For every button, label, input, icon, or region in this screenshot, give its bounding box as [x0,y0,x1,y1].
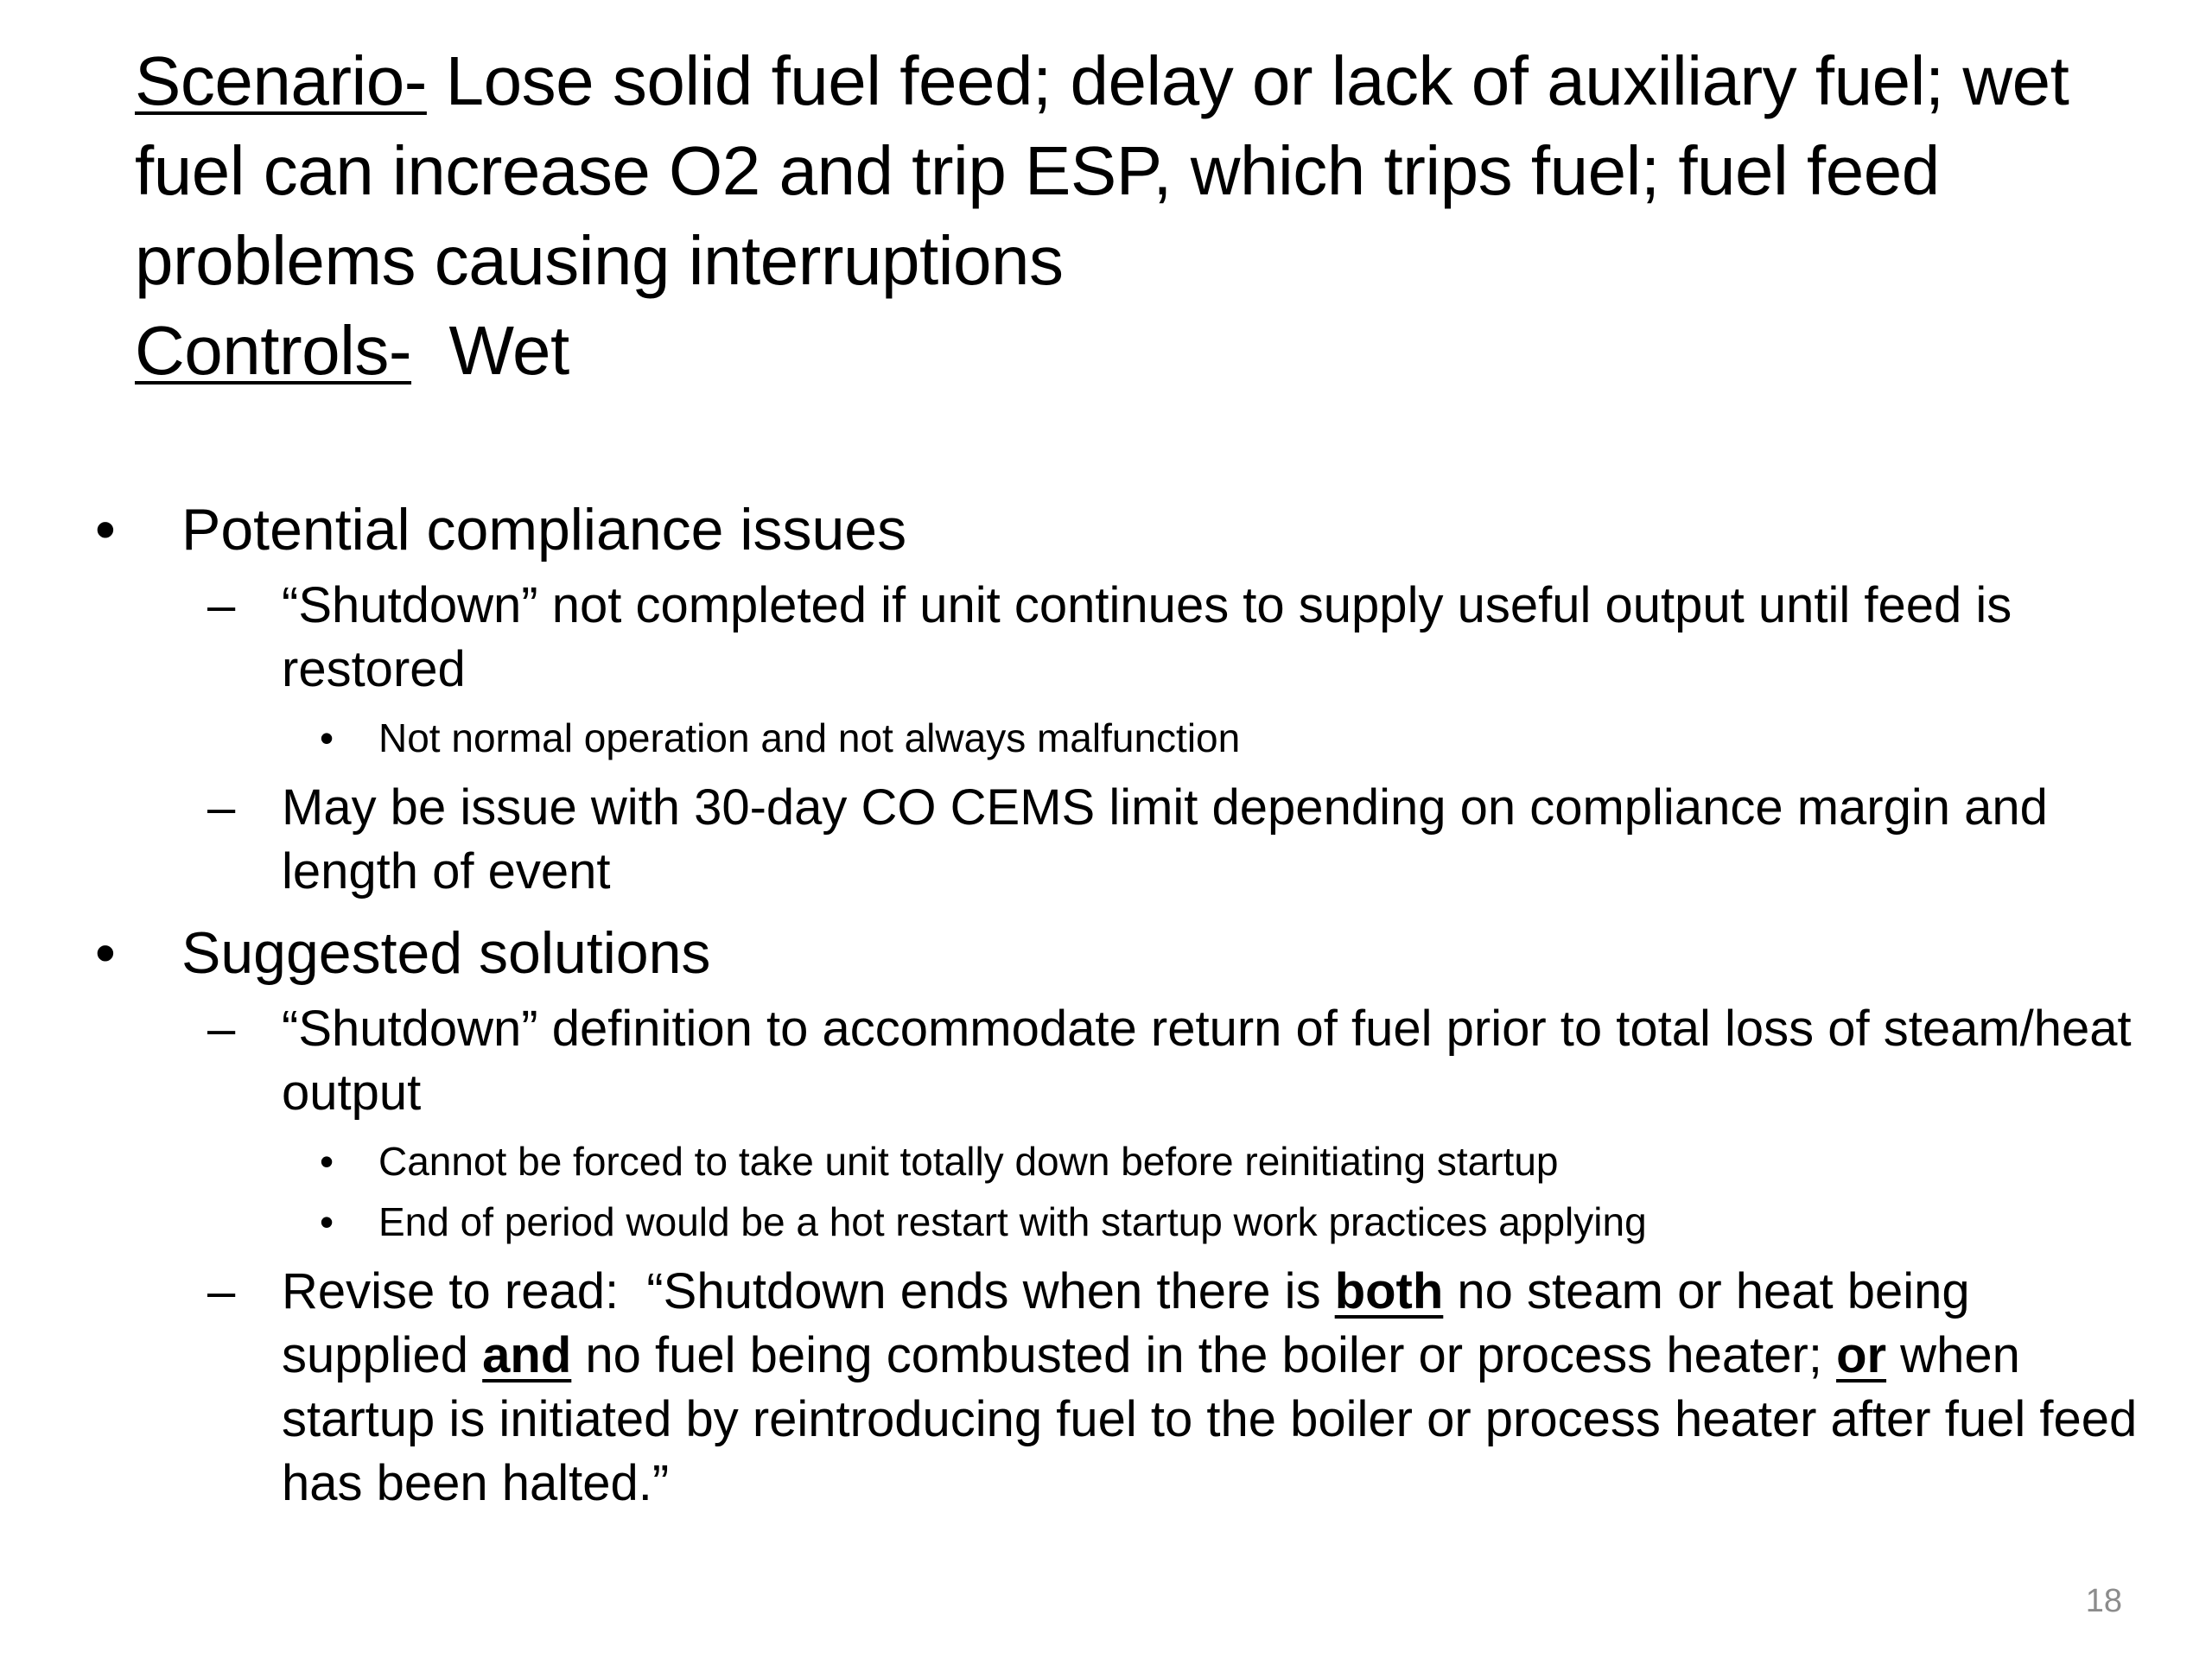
sub-sub-bullet-cannot-be-forced [86,1135,2143,1187]
controls-line [135,306,2113,396]
dash-icon: – [207,779,236,836]
bullet-suggested-solutions [86,916,2143,990]
scenario-line-1 [135,36,2113,126]
suggested-solutions-heading: Suggested solutions [181,920,711,986]
revise-text-part-2: no steam or heat being supplied [282,1263,1984,1383]
cannot-be-forced-text: Cannot be forced to take unit totally down before reinitiating startup [378,1139,1559,1184]
scenario-line-2: fuel can increase O2 and trip ESP, which trips fuel; fuel feed [135,132,1940,209]
dash-icon: – [207,1001,236,1057]
slide-body [86,493,2152,1516]
bullet-dot-icon: • [320,715,334,760]
controls-label: Controls- [135,312,412,389]
dash-icon: – [207,577,236,633]
scenario-text-1: Lose solid fuel feed; delay or lack of auxiliary fuel; wet [426,42,2069,119]
slide-title [135,36,2113,396]
bullet-dot-icon: • [95,497,116,563]
emphasis-or: or [1836,1327,1887,1383]
shutdown-definition-text: “Shutdown” definition to accommodate return of fuel prior to total loss of steam/heat output [282,1001,2132,1121]
bullet-compliance-issues [86,493,2143,567]
dash-icon: – [207,1263,236,1319]
shutdown-not-completed-text: “Shutdown” not completed if unit continues to supply useful output until feed is restored [282,577,2012,697]
scenario-label: Scenario- [135,42,427,119]
emphasis-both: both [1334,1263,1444,1319]
sub-bullet-co-cems-limit [86,776,2143,904]
sub-bullet-shutdown-definition [86,997,2143,1125]
sub-bullet-revise-to-read [86,1260,2152,1516]
bullet-dot-icon: • [95,920,116,986]
co-cems-limit-text: May be issue with 30-day CO CEMS limit depending on compliance margin and length of event [282,779,2048,899]
sub-sub-bullet-not-normal-operation [86,712,2143,764]
compliance-issues-heading: Potential compliance issues [181,497,907,563]
sub-bullet-shutdown-not-completed [86,574,2143,702]
bullet-dot-icon: • [320,1139,334,1184]
revise-text-part-3: no fuel being combusted in the boiler or process heater; [571,1327,1837,1383]
revise-text-part-4: when startup is initiated by reintroducing fuel to the boiler or process heater after fuel feed has been halted.” [282,1327,2152,1511]
emphasis-and: and [482,1327,572,1383]
bullet-dot-icon: • [320,1199,334,1244]
scenario-line-3: problems causing interruptions [135,222,1064,299]
revise-text-part-1: Revise to read: “Shutdown ends when there is [282,1263,1335,1319]
hot-restart-text: End of period would be a hot restart with startup work practices applying [378,1199,1647,1244]
not-normal-operation-text: Not normal operation and not always malfunction [378,715,1241,760]
controls-value: Wet [411,312,569,389]
page-number: 18 [2085,1583,2122,1619]
sub-sub-bullet-hot-restart [86,1196,2143,1248]
